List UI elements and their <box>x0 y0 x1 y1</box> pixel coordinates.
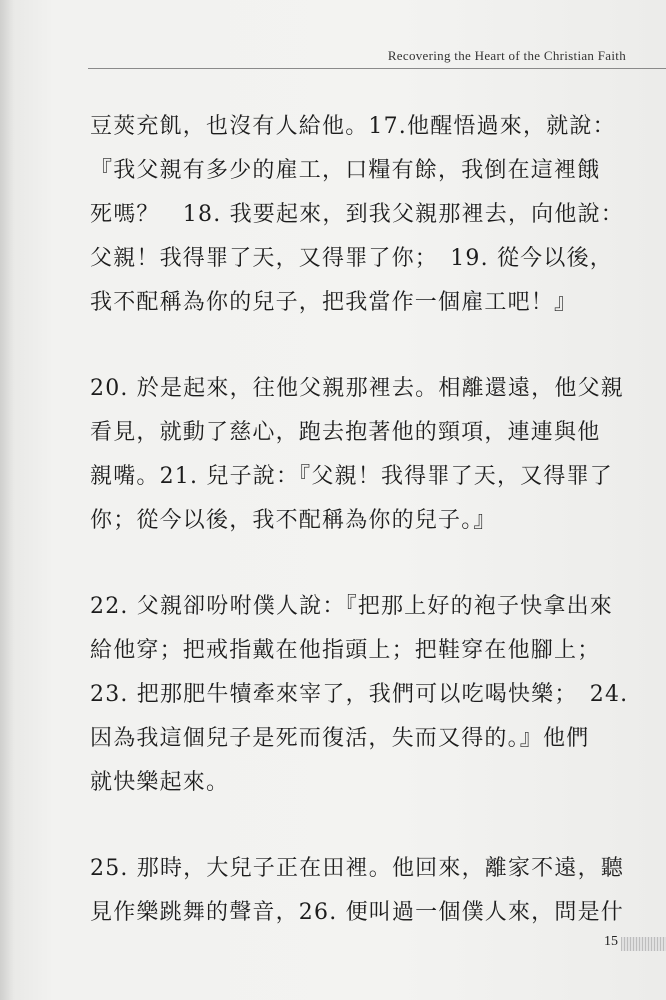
text-line: 因為我這個兒子是死而復活，失而又得的。』他們 <box>90 726 590 751</box>
text-line: 就快樂起來。 <box>90 770 230 795</box>
header-rule <box>88 68 666 69</box>
text-line: 父親！我得罪了天，又得罪了你； 19. 從今以後， <box>90 246 613 271</box>
paragraph-gap <box>90 543 590 585</box>
text-line: 25. 那時，大兒子正在田裡。他回來，離家不遠，聽 <box>90 856 624 881</box>
text-line: 死嗎？ 18. 我要起來，到我父親那裡去，向他說： <box>90 202 624 227</box>
text-line: 20. 於是起來，往他父親那裡去。相離還遠，他父親 <box>90 376 624 401</box>
running-head: Recovering the Heart of the Christian Faith <box>387 48 626 63</box>
text-line: 見作樂跳舞的聲音，26. 便叫過一個僕人來，問是什 <box>90 900 624 925</box>
paragraph-4 <box>90 847 624 935</box>
text-line: 你；從今以後，我不配稱為你的兒子。』 <box>90 508 497 533</box>
text-line: 我不配稱為你的兒子，把我當作一個雇工吧！』 <box>90 290 578 315</box>
text-line: 親嘴。21. 兒子說：『父親！我得罪了天，又得罪了 <box>90 464 613 489</box>
text-line: 看見，就動了慈心，跑去抱著他的頸項，連連與他 <box>90 420 601 445</box>
text-line: 『我父親有多少的雇工，口糧有餘，我倒在這裡餓 <box>90 158 601 183</box>
paragraph-1 <box>90 105 624 325</box>
paragraph-2 <box>90 367 624 543</box>
body-text <box>90 105 629 935</box>
text-line: 23. 把那肥牛犢牽來宰了，我們可以吃喝快樂； 24. <box>90 682 629 707</box>
text-line: 給他穿；把戒指戴在他指頭上；把鞋穿在他腳上； <box>90 638 601 663</box>
text-line: 豆莢充飢，也沒有人給他。17.他醒悟過來，就說： <box>90 114 616 139</box>
paragraph-3 <box>90 585 629 805</box>
page-edge-marker <box>621 937 666 951</box>
spine-shadow <box>0 0 14 1000</box>
text-line: 22. 父親卻吩咐僕人說：『把那上好的袍子快拿出來 <box>90 594 613 619</box>
paragraph-gap <box>90 805 590 847</box>
paragraph-gap <box>90 325 590 367</box>
page-number: 15 <box>604 934 618 949</box>
